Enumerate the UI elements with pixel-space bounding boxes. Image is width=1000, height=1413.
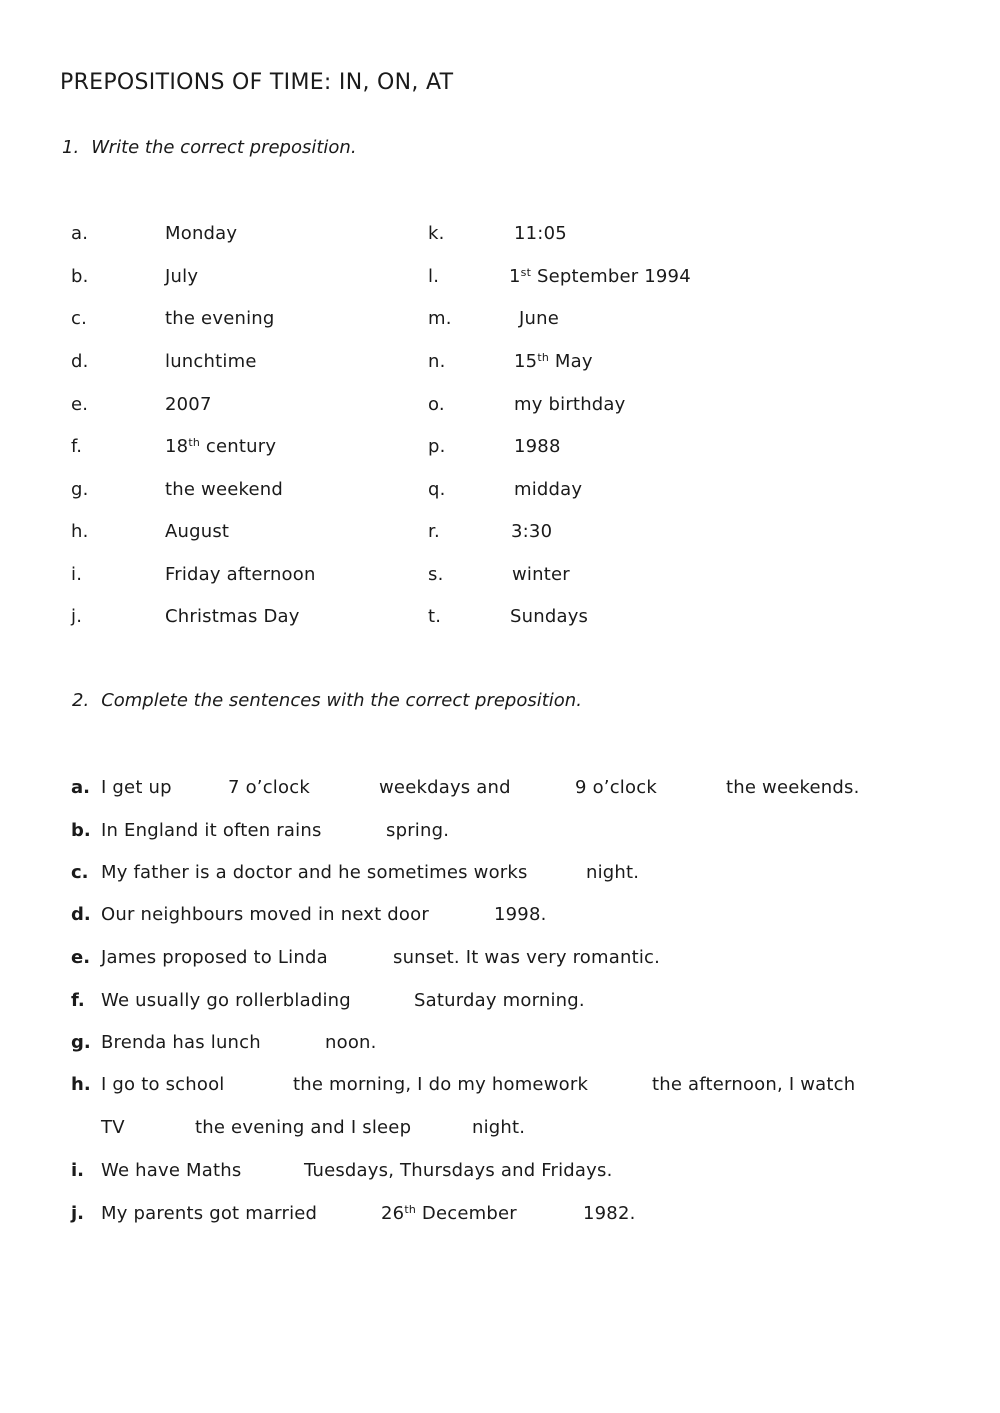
page-title: PREPOSITIONS OF TIME: IN, ON, AT xyxy=(60,70,454,95)
ex1-item-t: Sundays xyxy=(510,606,589,627)
ex1-letter-m: m. xyxy=(428,308,452,329)
ex1-item-o: my birthday xyxy=(514,394,626,415)
ex2-letter-h: h. xyxy=(71,1074,91,1095)
ex1-letter-f: f. xyxy=(71,436,83,457)
ex1-item-b: July xyxy=(165,266,199,287)
ex1-item-j: Christmas Day xyxy=(165,606,300,627)
ex2-a-part5: the weekends. xyxy=(726,777,860,798)
ex1-letter-n: n. xyxy=(428,351,446,372)
ex1-letter-b: b. xyxy=(71,266,89,287)
ex2-d-part1: Our neighbours moved in next door xyxy=(101,904,429,925)
ex2-h-part3: the afternoon, I watch xyxy=(652,1074,856,1095)
ex2-letter-a: a. xyxy=(71,777,90,798)
ex2-h-part1: I go to school xyxy=(101,1074,225,1095)
ex2-c-part1: My father is a doctor and he sometimes works xyxy=(101,862,528,883)
ex1-letter-c: c. xyxy=(71,308,88,329)
ex1-item-g: the weekend xyxy=(165,479,284,500)
ex2-letter-i: i. xyxy=(71,1160,85,1181)
ex2-j-part2: 26th December xyxy=(381,1203,517,1224)
exercise-1-text: Write the correct preposition. xyxy=(91,137,357,158)
ex1-letter-r: r. xyxy=(428,521,440,542)
ex1-letter-s: s. xyxy=(428,564,444,585)
ex2-h-part6: night. xyxy=(472,1117,526,1138)
ex1-letter-e: e. xyxy=(71,394,89,415)
ex2-letter-d: d. xyxy=(71,904,91,925)
ex2-g-part1: Brenda has lunch xyxy=(101,1032,261,1053)
ex2-f-part2: Saturday morning. xyxy=(414,990,585,1011)
ex1-item-e: 2007 xyxy=(165,394,212,415)
ex1-item-p: 1988 xyxy=(514,436,561,457)
ex2-j-part3: 1982. xyxy=(583,1203,636,1224)
exercise-2-instruction xyxy=(72,690,582,711)
ex1-letter-l: l. xyxy=(428,266,440,287)
ex2-f-part1: We usually go rollerblading xyxy=(101,990,351,1011)
ex1-letter-a: a. xyxy=(71,223,89,244)
ex2-e-part2: sunset. It was very romantic. xyxy=(393,947,661,968)
exercise-1-instruction xyxy=(62,137,357,158)
ex2-c-part2: night. xyxy=(586,862,640,883)
ex1-letter-d: d. xyxy=(71,351,89,372)
ex1-letter-o: o. xyxy=(428,394,445,415)
ex1-letter-j: j. xyxy=(71,606,83,627)
ex1-letter-i: i. xyxy=(71,564,83,585)
ex1-letter-t: t. xyxy=(428,606,442,627)
ex1-item-r: 3:30 xyxy=(511,521,553,542)
ex1-letter-p: p. xyxy=(428,436,446,457)
ex1-item-f: 18th century xyxy=(165,436,277,457)
ex2-letter-b: b. xyxy=(71,820,91,841)
ex2-d-part2: 1998. xyxy=(494,904,547,925)
ex1-letter-g: g. xyxy=(71,479,89,500)
exercise-2-text: Complete the sentences with the correct preposition. xyxy=(101,690,582,711)
ex2-e-part1: James proposed to Linda xyxy=(101,947,328,968)
ex2-h-part5: the evening and I sleep xyxy=(195,1117,412,1138)
ex2-letter-g: g. xyxy=(71,1032,91,1053)
exercise-1-number: 1. xyxy=(62,137,80,158)
ex2-g-part2: noon. xyxy=(325,1032,377,1053)
ex1-item-h: August xyxy=(165,521,230,542)
ex2-j-part1: My parents got married xyxy=(101,1203,318,1224)
ex2-letter-j: j. xyxy=(71,1203,85,1224)
ex1-item-d: lunchtime xyxy=(165,351,257,372)
ex1-item-l: 1st September 1994 xyxy=(509,266,691,287)
ex2-a-part4: 9 o’clock xyxy=(575,777,657,798)
ex1-letter-k: k. xyxy=(428,223,445,244)
ex1-letter-q: q. xyxy=(428,479,446,500)
ex2-b-part2: spring. xyxy=(386,820,450,841)
ex2-i-part2: Tuesdays, Thursdays and Fridays. xyxy=(304,1160,613,1181)
ex2-h-part2: the morning, I do my homework xyxy=(293,1074,589,1095)
ex2-a-part3: weekdays and xyxy=(379,777,511,798)
ex2-i-part1: We have Maths xyxy=(101,1160,242,1181)
ex1-letter-h: h. xyxy=(71,521,89,542)
ex1-item-c: the evening xyxy=(165,308,275,329)
ex1-item-k: 11:05 xyxy=(514,223,567,244)
ex1-item-i: Friday afternoon xyxy=(165,564,316,585)
ex1-item-n: 15th May xyxy=(514,351,593,372)
ex2-letter-e: e. xyxy=(71,947,91,968)
ex1-item-m: June xyxy=(519,308,559,329)
ex2-h-part4: TV xyxy=(101,1117,125,1138)
ex2-letter-c: c. xyxy=(71,862,89,883)
ex2-letter-f: f. xyxy=(71,990,85,1011)
ex1-item-q: midday xyxy=(514,479,583,500)
exercise-2-number: 2. xyxy=(72,690,90,711)
ex1-item-a: Monday xyxy=(165,223,238,244)
ex2-b-part1: In England it often rains xyxy=(101,820,322,841)
ex1-item-s: winter xyxy=(512,564,570,585)
ex2-a-part2: 7 o’clock xyxy=(228,777,310,798)
ex2-a-part1: I get up xyxy=(101,777,172,798)
